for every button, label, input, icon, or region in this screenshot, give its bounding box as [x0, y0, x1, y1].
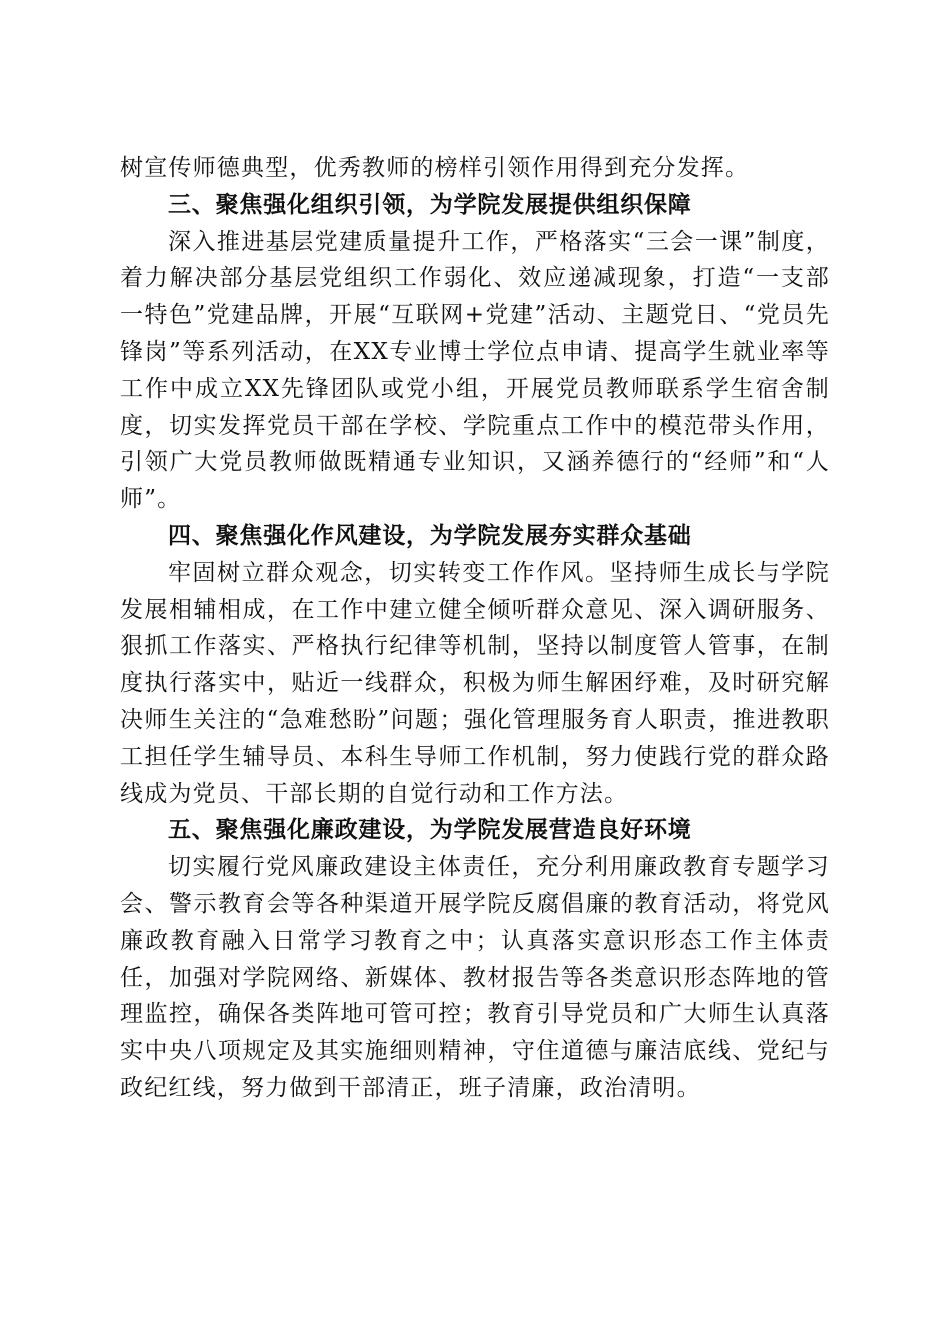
section-body-5: 切实履行党风廉政建设主体责任，充分利用廉政教育专题学习会、警示教育会等各种渠道开展学院反腐倡廉的教育活动，将党风廉政教育融入日常学习教育之中；认真落实意识形态工作主体责任，加强对学院网络、新媒体、教材报告等各类意识形态阵地的管理监控，确保各类阵地可管可控；教育引导党员和广大师生认真落实中央八项规定及其实施细则精神，守住道德与廉洁底线、党纪与政纪红线，努力做到干部清正，班子清廉，政治清明。	[120, 854, 830, 1101]
section-heading-3: 三、聚焦强化组织引领，为学院发展提供组织保障	[168, 191, 692, 218]
section-body-3: 深入推进基层党建质量提升工作，严格落实“三会一课”制度，着力解决部分基层党组织工作弱化、效应递减现象，打造“一支部一特色”党建品牌，开展“互联网+党建”活动、主题党日、“党员先锋岗”等系列活动，在XX专业博士学位点申请、提高学生就业率等工作中成立XX先锋团队或党小组，开展党员教师联系学生宿舍制度，切实发挥党员干部在学校、学院重点工作中的模范带头作用，引领广大党员教师做既精通专业知识，又涵养德行的“经师”和“人师”。	[120, 228, 830, 513]
document-body	[120, 150, 830, 1107]
section-body-4: 牢固树立群众观念，切实转变工作作风。坚持师生成长与学院发展相辅相成，在工作中建立健全倾听群众意见、深入调研服务、狠抓工作落实、严格执行纪律等机制，坚持以制度管人管事，在制度执行落实中，贴近一线群众，积极为师生解困纾难，及时研究解决师生关注的“急难愁盼”问题；强化管理服务育人职责，推进教职工担任学生辅导员、本科生导师工作机制，努力使践行党的群众路线成为党员、干部长期的自觉行动和工作方法。	[120, 559, 830, 807]
section-heading-4: 四、聚焦强化作风建设，为学院发展夯实群众基础	[168, 522, 692, 549]
intro-paragraph-tail: 树宣传师德典型，优秀教师的榜样引领作用得到充分发挥。	[120, 155, 750, 181]
section-heading-5: 五、聚焦强化廉政建设，为学院发展营造良好环境	[168, 817, 692, 844]
